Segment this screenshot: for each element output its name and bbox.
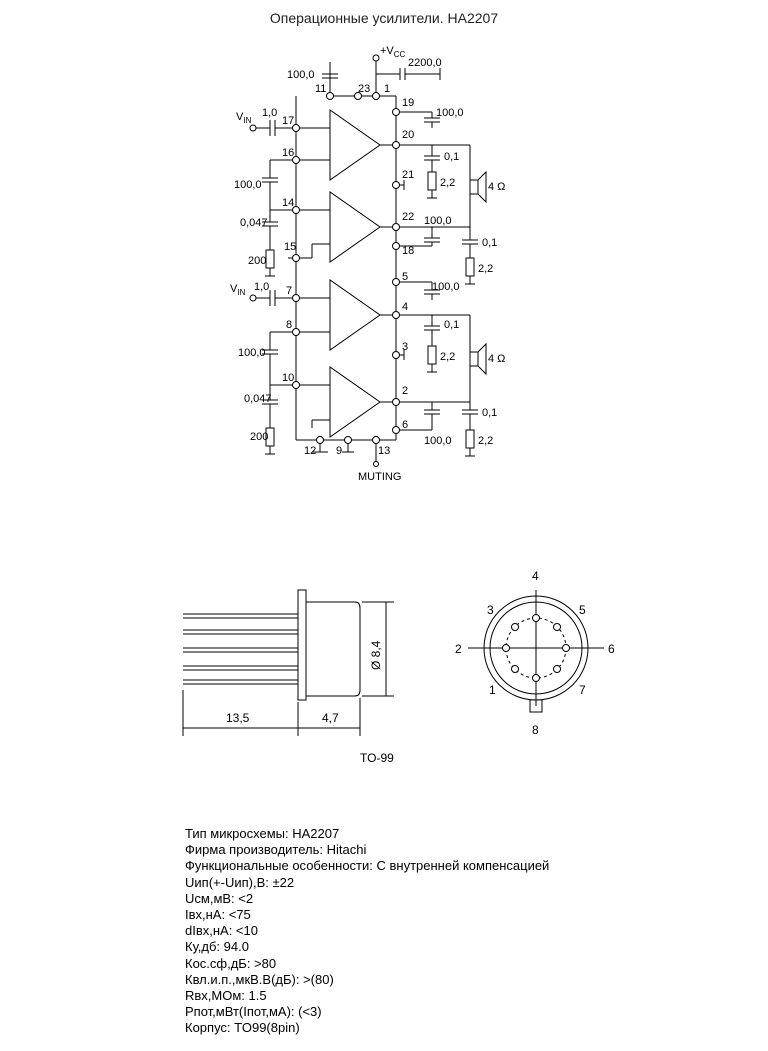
pin-10: 10 [282,372,295,384]
spec-line: dIвх,нА: <10 [185,923,258,939]
pin-8: 8 [286,319,293,331]
cap-in-2: 1,0 [254,281,270,293]
res-200-a: 200 [248,255,267,267]
spec-line: Тип микросхемы: HA2207 [185,826,340,841]
pin-2: 2 [402,385,409,397]
pkg-pin-7: 7 [579,683,586,697]
pin-19: 19 [402,97,415,109]
pin-13: 13 [378,445,391,457]
res-200-b: 200 [250,431,269,443]
pin-22: 22 [402,211,415,223]
speaker-b-label: 4 Ω [488,353,506,365]
res-22-a: 2,2 [440,177,456,189]
amplifier-1 [330,110,380,180]
pkg-pin-6: 6 [608,642,615,656]
spec-line: Uип(+-Uип),В: ±22 [185,874,295,890]
cap-100-top: 100,0 [287,69,315,81]
spec-line: Квл.и.п.,мкВ.В(дБ): >(80) [185,971,334,987]
pin-11: 11 [315,83,327,95]
pkg-pin-4: 4 [532,569,539,583]
pkg-pin-8: 8 [532,723,539,737]
pin-5: 5 [402,271,409,283]
dim-diameter: Ø 8,4 [369,640,383,670]
pin-14: 14 [282,197,295,209]
page-title: Операционные усилители. HA2207 [269,10,499,26]
cap-100-e: 100,0 [432,281,460,293]
speaker-a-label: 4 Ω [488,181,506,193]
pin-9: 9 [336,445,343,457]
cap-01-b: 0,1 [482,237,498,249]
pin-23: 23 [358,83,371,95]
cap-100-c: 100,0 [436,107,464,119]
amplifier-3 [330,280,380,350]
spec-line: Фирма производитель: Hitachi [185,842,367,858]
spec-line: Uсм,мВ: <2 [185,890,254,906]
spec-line: Функциональные особенности: С внутренней компенсацией [185,858,550,874]
dim-body: 4,7 [322,711,339,725]
spec-line: Pпот,мВт(Iпот,мА): (<3) [185,1004,322,1020]
supply-label: $+V_{CC}$ [380,45,406,59]
spec-line: Ку,дб: 94.0 [185,939,249,955]
cap-100-d: 100,0 [424,215,452,227]
amplifier-4 [330,367,380,437]
cap-0047-a: 0,047 [240,217,268,229]
pkg-pin-5: 5 [579,603,586,617]
pin-4: 4 [402,301,409,313]
cap-in-1: 1,0 [262,107,278,119]
spec-line: Кос.сф,дБ: >80 [185,955,277,971]
pin-21: 21 [402,169,415,181]
amplifier-2 [330,192,380,262]
pkg-pin-2: 2 [455,642,462,656]
spec-line: Rвх,МОм: 1.5 [185,988,267,1004]
vin-label-2: $V_{IN}$ [230,283,246,297]
spec-line: Iвх,нА: <75 [185,907,251,923]
pin-1: 1 [384,83,391,95]
cap-0047-b: 0,047 [244,393,272,405]
package-side-view [183,590,394,736]
res-22-b: 2,2 [478,263,494,275]
pin-3: 3 [402,341,409,353]
pin-18: 18 [402,245,415,257]
pin-12: 12 [304,445,317,457]
package-name: TO-99 [360,751,394,765]
pin-6: 6 [402,419,409,431]
spec-list [185,826,549,1037]
cap-01-a: 0,1 [444,151,460,163]
spec-line: Корпус: TO99(8pin) [185,1020,300,1036]
pin-20: 20 [402,129,415,141]
res-22-d: 2,2 [478,435,494,447]
muting-label: MUTING [358,471,402,483]
vin-label-1: $V_{IN}$ [236,111,252,125]
cap-01-c: 0,1 [444,319,460,331]
pkg-pin-1: 1 [489,683,496,697]
cap-2200: 2200,0 [408,57,442,69]
res-22-c: 2,2 [440,351,456,363]
cap-01-d: 0,1 [482,407,498,419]
cap-100-b: 100,0 [238,347,266,359]
pkg-pin-3: 3 [487,603,494,617]
pin-16: 16 [282,147,295,159]
pin-15: 15 [284,241,297,253]
pin-7: 7 [286,285,293,297]
pin-17: 17 [282,115,295,127]
dim-length: 13,5 [226,711,250,725]
cap-100-f: 100,0 [424,435,452,447]
cap-100-a: 100,0 [234,179,262,191]
